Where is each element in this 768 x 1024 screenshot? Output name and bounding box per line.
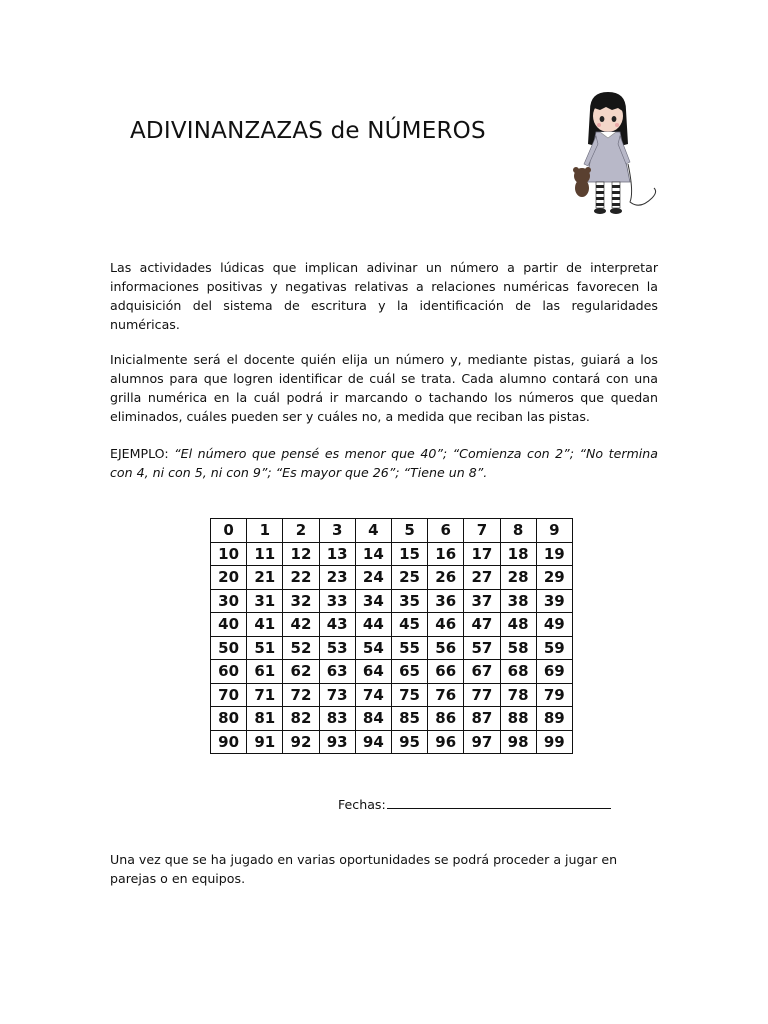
grid-cell: 49 — [536, 613, 572, 637]
grid-cell: 27 — [464, 566, 500, 590]
grid-cell: 61 — [247, 660, 283, 684]
grid-cell: 70 — [211, 683, 247, 707]
grid-cell: 51 — [247, 636, 283, 660]
grid-cell: 14 — [355, 542, 391, 566]
grid-cell: 74 — [355, 683, 391, 707]
intro-paragraph: Las actividades lúdicas que implican adivinar un número a partir de interpretar informaciones positivas y negativas relativas a relaciones numéricas favorecen la adquisición del sistema de escritura y la identificación de las regularidades numéricas. — [110, 260, 658, 332]
closing-paragraph: Una vez que se ha jugado en varias oportunidades se podrá proceder a jugar en parejas o en equipos. — [110, 852, 618, 886]
grid-cell: 78 — [500, 683, 536, 707]
grid-cell: 45 — [391, 613, 427, 637]
grid-cell: 90 — [211, 730, 247, 754]
grid-cell: 64 — [355, 660, 391, 684]
grid-cell: 36 — [428, 589, 464, 613]
page-title: ADIVINANZAZAS de NÚMEROS — [130, 118, 486, 144]
grid-cell: 69 — [536, 660, 572, 684]
grid-cell: 42 — [283, 613, 319, 637]
grid-cell: 76 — [428, 683, 464, 707]
grid-cell: 99 — [536, 730, 572, 754]
grid-cell: 65 — [391, 660, 427, 684]
grid-cell: 96 — [428, 730, 464, 754]
grid-cell: 47 — [464, 613, 500, 637]
grid-row — [211, 683, 573, 707]
grid-cell: 46 — [428, 613, 464, 637]
grid-cell: 13 — [319, 542, 355, 566]
grid-cell: 34 — [355, 589, 391, 613]
grid-cell: 95 — [391, 730, 427, 754]
grid-row — [211, 730, 573, 754]
grid-cell: 66 — [428, 660, 464, 684]
grid-cell: 31 — [247, 589, 283, 613]
grid-cell: 77 — [464, 683, 500, 707]
grid-cell: 94 — [355, 730, 391, 754]
grid-cell: 56 — [428, 636, 464, 660]
grid-cell: 82 — [283, 707, 319, 731]
grid-cell: 60 — [211, 660, 247, 684]
grid-cell: 80 — [211, 707, 247, 731]
grid-cell: 97 — [464, 730, 500, 754]
grid-cell: 58 — [500, 636, 536, 660]
grid-cell: 12 — [283, 542, 319, 566]
grid-cell: 75 — [391, 683, 427, 707]
grid-cell: 32 — [283, 589, 319, 613]
grid-cell: 81 — [247, 707, 283, 731]
grid-cell: 15 — [391, 542, 427, 566]
grid-cell: 79 — [536, 683, 572, 707]
grid-cell: 11 — [247, 542, 283, 566]
grid-cell: 98 — [500, 730, 536, 754]
grid-cell: 33 — [319, 589, 355, 613]
grid-cell: 18 — [500, 542, 536, 566]
grid-cell: 19 — [536, 542, 572, 566]
grid-cell: 41 — [247, 613, 283, 637]
grid-cell: 91 — [247, 730, 283, 754]
grid-cell: 35 — [391, 589, 427, 613]
grid-cell: 38 — [500, 589, 536, 613]
grid-cell: 55 — [391, 636, 427, 660]
fechas-field — [338, 796, 611, 812]
grid-cell: 30 — [211, 589, 247, 613]
grid-row — [211, 660, 573, 684]
grid-cell: 7 — [464, 519, 500, 543]
grid-row — [211, 542, 573, 566]
grid-cell: 57 — [464, 636, 500, 660]
grid-cell: 4 — [355, 519, 391, 543]
grid-cell: 48 — [500, 613, 536, 637]
grid-cell: 1 — [247, 519, 283, 543]
grid-cell: 9 — [536, 519, 572, 543]
grid-cell: 43 — [319, 613, 355, 637]
grid-cell: 89 — [536, 707, 572, 731]
grid-cell: 83 — [319, 707, 355, 731]
grid-cell: 16 — [428, 542, 464, 566]
grid-cell: 93 — [319, 730, 355, 754]
example-label: EJEMPLO: — [110, 446, 169, 461]
grid-cell: 22 — [283, 566, 319, 590]
grid-cell: 59 — [536, 636, 572, 660]
girl-with-teddy-bear-illustration — [560, 92, 670, 220]
grid-cell: 5 — [391, 519, 427, 543]
grid-cell: 86 — [428, 707, 464, 731]
grid-cell: 68 — [500, 660, 536, 684]
grid-row — [211, 566, 573, 590]
grid-cell: 85 — [391, 707, 427, 731]
grid-cell: 39 — [536, 589, 572, 613]
grid-cell: 3 — [319, 519, 355, 543]
grid-cell: 71 — [247, 683, 283, 707]
grid-cell: 29 — [536, 566, 572, 590]
example-quote: “El número que pensé es menor que 40”; “Comienza con 2”; “No termina con 4, ni con 5, ni con 9”; “Es mayor que 26”; “Tiene un 8”. — [110, 446, 658, 480]
grid-cell: 10 — [211, 542, 247, 566]
fechas-label: Fechas: — [338, 797, 386, 812]
grid-cell: 28 — [500, 566, 536, 590]
grid-row — [211, 636, 573, 660]
grid-cell: 25 — [391, 566, 427, 590]
grid-cell: 2 — [283, 519, 319, 543]
grid-cell: 24 — [355, 566, 391, 590]
example-paragraph — [110, 444, 658, 482]
grid-cell: 20 — [211, 566, 247, 590]
grid-cell: 23 — [319, 566, 355, 590]
grid-cell: 53 — [319, 636, 355, 660]
grid-cell: 44 — [355, 613, 391, 637]
grid-cell: 8 — [500, 519, 536, 543]
number-grid — [210, 518, 573, 754]
grid-cell: 67 — [464, 660, 500, 684]
grid-cell: 21 — [247, 566, 283, 590]
grid-cell: 54 — [355, 636, 391, 660]
grid-cell: 37 — [464, 589, 500, 613]
instructions-paragraph: Inicialmente será el docente quién elija un número y, mediante pistas, guiará a los alumnos para que logren identificar de cuál se trata. Cada alumno contará con una grilla numérica en la cuál podrá ir marcando o tachando los números que quedan eliminados, cuáles pueden ser y cuáles no, a medida que reciban las pistas. — [110, 352, 658, 424]
grid-cell: 26 — [428, 566, 464, 590]
grid-cell: 92 — [283, 730, 319, 754]
grid-row — [211, 589, 573, 613]
grid-row — [211, 519, 573, 543]
grid-cell: 17 — [464, 542, 500, 566]
grid-row — [211, 613, 573, 637]
grid-cell: 50 — [211, 636, 247, 660]
fechas-blank-line — [387, 796, 611, 809]
grid-cell: 84 — [355, 707, 391, 731]
grid-cell: 6 — [428, 519, 464, 543]
grid-cell: 73 — [319, 683, 355, 707]
grid-cell: 88 — [500, 707, 536, 731]
grid-cell: 87 — [464, 707, 500, 731]
grid-cell: 62 — [283, 660, 319, 684]
grid-cell: 40 — [211, 613, 247, 637]
grid-cell: 72 — [283, 683, 319, 707]
grid-cell: 0 — [211, 519, 247, 543]
grid-cell: 63 — [319, 660, 355, 684]
grid-row — [211, 707, 573, 731]
grid-cell: 52 — [283, 636, 319, 660]
